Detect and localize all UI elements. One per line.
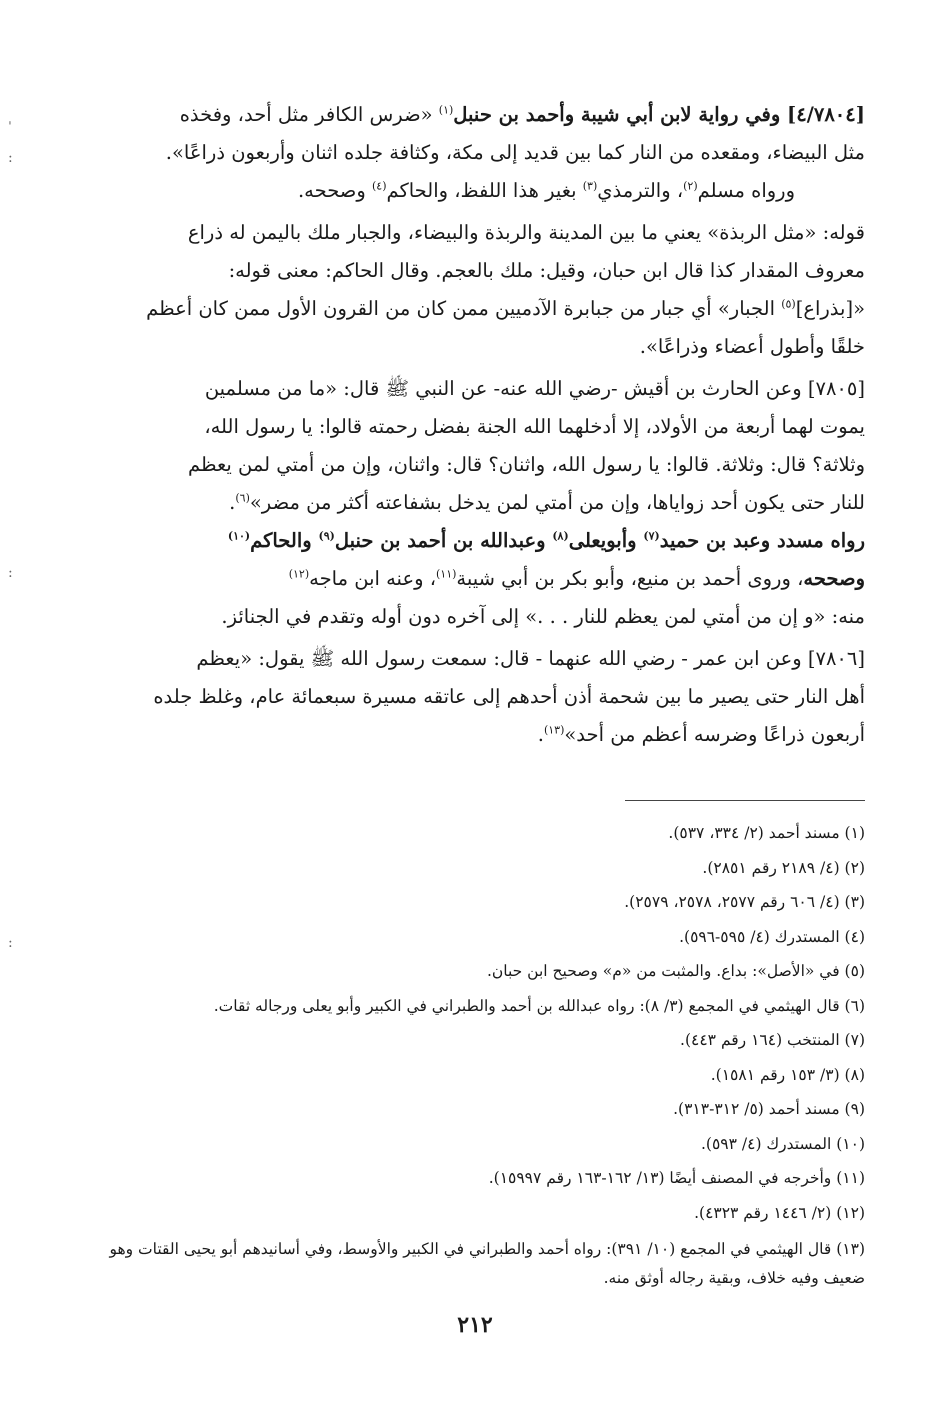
text-run: والحاكم: [250, 529, 319, 552]
text-run: ورواه مسلم: [697, 179, 795, 202]
footnote-item: (٥) في «الأصل»: بداع. والمثبت من «م» وصحيح ابن حبان.: [486, 962, 865, 980]
text-line: [85, 560, 865, 598]
footnote-item: (٦) قال الهيثمي في المجمع (٣/ ٨): رواه عبدالله بن أحمد والطبراني في الكبير وأبو يعلى ورجاله ثقات.: [213, 996, 865, 1015]
text-run: للنار حتى يكون أحد زواياها، وإن من أمتي لمن يدخل بشفاعته أكثر من مضر»: [249, 491, 865, 514]
text-run: وصححه.: [297, 179, 372, 202]
text-line: مثل البيضاء، ومقعده من النار كما بين قديد إلى مكة، وكثافة جلده اثنان وأربعون ذراعًا».: [165, 141, 865, 164]
footnote-ref[interactable]: (١٣): [543, 723, 565, 737]
footnote-item: (١١) وأخرجه في المصنف أيضًا (١٣/ ١٦٢-١٦٣ رقم ١٥٩٩٧).: [488, 1169, 865, 1187]
paragraph-7805: [85, 370, 865, 636]
footnote-ref[interactable]: (٦): [235, 491, 250, 505]
page-number: ٢١٢: [457, 1312, 493, 1338]
footnote-item: (٨) (٣/ ١٥٣ رقم ١٥٨١).: [710, 1065, 865, 1084]
text-line: منه: «و إن من أمتي لمن يعظم للنار . . .» إلى آخره دون أوله وتقدم في الجنائز.: [221, 605, 865, 628]
footnote-ref[interactable]: (٧): [643, 529, 660, 543]
footnote-ref[interactable]: (١٠): [227, 529, 251, 543]
text-line: خلقًا وأطول أعضاء وذراعًا».: [639, 335, 865, 358]
margin-mark: :: [8, 150, 13, 166]
text-line: يموت لهما أربعة من الأولاد، إلا أدخلهما الله الجنة بفضل رحمته قالوا: يا رسول الله،: [204, 415, 865, 438]
text-run: رواه مسدد وعبد بن حميد: [659, 529, 865, 552]
footnote-item: (٩) مسند أحمد (٥/ ٣١٢-٣١٣).: [673, 1100, 865, 1118]
footnote-ref[interactable]: (٤): [371, 179, 387, 193]
text-line: [85, 484, 865, 522]
text-run: ، وروى أحمد بن منيع، وأبو بكر بن أبي شيبة: [456, 567, 804, 590]
main-text: [85, 96, 865, 758]
text-line: [85, 716, 865, 754]
footnote-ref[interactable]: (٥): [781, 297, 796, 311]
text-line: أهل النار حتى يصير ما بين شحمة أذن أحدهم إلى عاتقه مسيرة سبعمائة عام، وغلظ جلده: [153, 685, 865, 708]
text-run: أربعون ذراعًا وضرسه أعظم من أحد»: [564, 723, 865, 746]
footnote-ref[interactable]: (١): [438, 103, 454, 117]
footnote-ref[interactable]: (٣): [582, 179, 598, 193]
footnote-ref[interactable]: (٩): [318, 529, 335, 543]
footnote-item: (١٣) قال الهيثمي في المجمع (١٠/ ٣٩١): رواه أحمد والطبراني في الكبير والأوسط، وفي أسانيدهم أبو يحيى القتات وهو ضعيف وفيه خلاف، وبقية رجاله أوثق منه.: [109, 1240, 865, 1287]
footnote-ref[interactable]: (٢): [683, 179, 698, 193]
text-run: ، والترمذي: [597, 179, 684, 202]
text-line: [٧٨٠٦] وعن ابن عمر - رضي الله عنهما - قال: سمعت رسول الله ﷺ يقول: «يعظم: [196, 647, 865, 670]
footnote-divider: [625, 800, 865, 801]
text-line: [85, 172, 865, 210]
text-run: الجبار» أي جبار من جبابرة الآدميين ممن كان من القرون الأول ممن كان أعظم: [146, 297, 782, 320]
margin-mark: ˈ: [8, 120, 12, 136]
paragraph-7806: [85, 640, 865, 754]
footnote-ref[interactable]: (١٢): [288, 567, 310, 581]
footnote-item: (٢) (٤/ ٢١٨٩ رقم ٢٨٥١).: [702, 858, 865, 877]
text-line: [85, 290, 865, 328]
footnote-item: (١٢) (٢/ ١٤٤٦ رقم ٤٣٢٣).: [694, 1203, 865, 1222]
hadith-heading: [٤/٧٨٠٤] وفي رواية لابن أبي شيبة وأحمد بن حنبل: [453, 103, 865, 126]
text-run: «[بذراع]: [795, 297, 865, 320]
text-run: ، وعنه ابن ماجه: [309, 567, 436, 590]
text-run: بغير هذا اللفظ، والحاكم: [386, 179, 583, 202]
text-line: معروف المقدار كذا قال ابن حبان، وقيل: ملك بالعجم. وقال الحاكم: معنى قوله:: [228, 259, 865, 282]
hadith-text: «ضرس الكافر مثل أحد، وفخذه: [179, 103, 439, 126]
paragraph-commentary: [85, 214, 865, 366]
text-line: قوله: «مثل الربذة» يعني ما بين المدينة والربذة والبيضاء، والجبار ملك باليمن له ذراع: [187, 221, 865, 244]
footnote-ref[interactable]: (٨): [552, 529, 569, 543]
footnote-ref[interactable]: (١١): [436, 567, 457, 581]
text-line: وثلاثة؟ قال: وثلاثة. قالوا: يا رسول الله، واثنان؟ قال: واثنان، وإن من أمتي لمن يعظم: [187, 453, 865, 476]
text-run: .: [537, 723, 544, 746]
text-run: وعبدالله بن أحمد بن حنبل: [334, 529, 553, 552]
footnotes: [85, 816, 865, 1293]
footnote-item: (١) مسند أحمد (٢/ ٣٣٤، ٥٣٧).: [668, 824, 865, 842]
footnote-item: (١٠) المستدرك (٤/ ٥٩٣).: [700, 1134, 865, 1153]
margin-mark: :: [8, 565, 13, 581]
margin-mark: :: [8, 935, 13, 951]
footnote-item: (٣) (٤/ ٦٠٦ رقم ٢٥٧٧، ٢٥٧٨، ٢٥٧٩).: [624, 893, 865, 911]
text-line: [٧٨٠٥] وعن الحارث بن أقيش -رضي الله عنه- عن النبي ﷺ قال: «ما من مسلمين: [204, 377, 865, 400]
text-line: [85, 96, 865, 134]
footnote-item: (٤) المستدرك (٤/ ٥٩٥-٥٩٦).: [679, 927, 865, 946]
text-run: .: [229, 491, 236, 514]
footnote-item: (٧) المنتخب (١٦٤ رقم ٤٤٣).: [680, 1031, 865, 1049]
text-run: وصححه: [803, 567, 865, 590]
text-run: وأبويعلى: [568, 529, 644, 552]
text-line: [85, 522, 865, 560]
paragraph-7804: [85, 96, 865, 210]
